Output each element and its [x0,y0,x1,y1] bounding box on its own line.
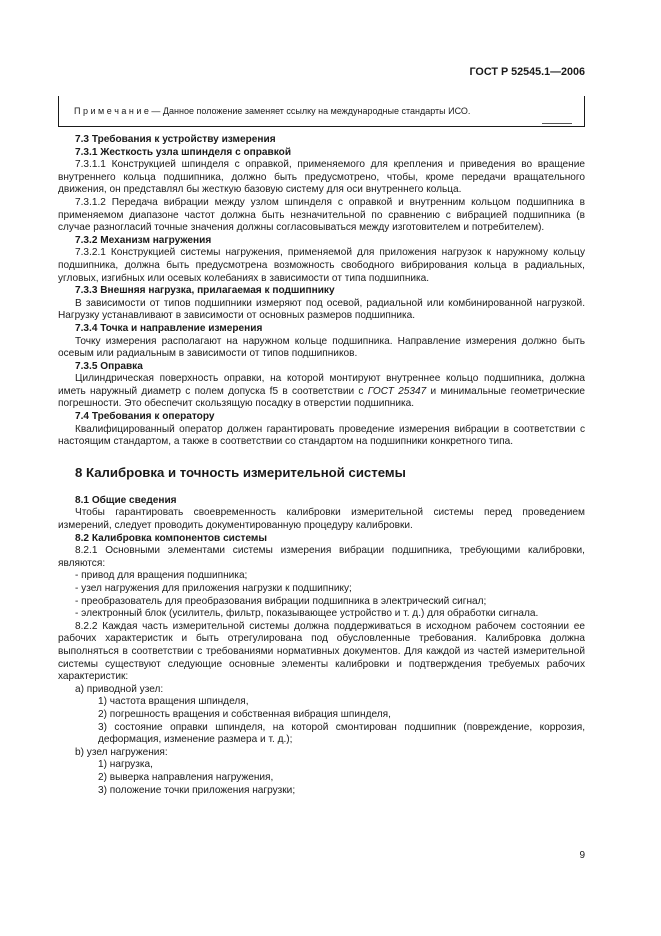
list-subitem: 3) состояние оправки шпинделя, на которой смонтирован подшипник (повреждение, коррозия, деформация, изменение размера и т. д.); [98,721,585,746]
section-8-heading: 8 Калибровка и точность измерительной системы [75,464,406,480]
section-7-3-1-heading: 7.3.1 Жесткость узла шпинделя с оправкой [75,146,292,158]
list-subitem: 2) погрешность вращения и собственная вибрация шпинделя, [98,708,391,720]
paragraph-7-3-3: В зависимости от типов подшипники измеряют под осевой, радиальной или комбинированной нагрузкой. Нагрузку устанавливают в зависимости от основных размеров подшипника. [58,297,585,322]
paragraph-8-2-1: 8.2.1 Основными элементами системы измерения вибрации подшипника, требующими калибровки, являются: [58,545,585,569]
note-divider [542,123,572,124]
standard-reference: ГОСТ 25347 [367,385,427,397]
list-item-b: b) узел нагружения: [75,746,168,758]
list-item: - электронный блок (усилитель, фильтр, показывающее устройство и т. д.) для обработки сигнала. [75,608,539,620]
paragraph-7-3-4: Точку измерения располагают на наружном кольце подшипника. Направление измерения должно быть осевым или радиальным в зависимости от типов подшипников. [58,335,585,360]
note-text: П р и м е ч а н и е — Данное положение заменяет ссылку на международные стандарты ИСО. [74,106,471,116]
list-subitem: 2) выверка направления нагружения, [98,771,274,783]
paragraph-8-2-2: 8.2.2 Каждая часть измерительной системы должна поддерживаться в исходном рабочем состоянии ее рабочих характеристик и быть отрегулирована под обусловленные требования. Калибровка должна выполняться в соответствии с требованиями нормативных документов. Для каждой из частей измерительной системы существуют следующие основные элементы калибровки и подтверждения требуемых рабочих характеристик: [58,620,585,683]
section-7-3-heading: 7.3 Требования к устройству измерения [75,134,276,145]
list-item: - привод для вращения подшипника; [75,570,248,582]
paragraph-7-4: Квалифицированный оператор должен гарантировать проведение измерения вибрации в соответствии с настоящим стандартом, а также в соответствии со стандартом на подшипники конкретного типа. [58,423,585,448]
section-8-1-heading: 8.1 Общие сведения [75,494,177,506]
paragraph-8-1: Чтобы гарантировать своевременность калибровки измерительной системы перед проведением измерений, следует проводить документированную процедуру калибровки. [58,507,585,532]
section-7-3-3-heading: 7.3.3 Внешняя нагрузка, прилагаемая к подшипнику [75,285,335,297]
paragraph-7-3-5 [58,373,585,411]
standard-number: ГОСТ Р 52545.1—2006 [469,66,585,78]
list-item-a: a) приводной узел: [75,683,164,695]
note-box [58,96,585,127]
paragraph-7-3-1-2: 7.3.1.2 Передача вибрации между узлом шпинделя с оправкой и внутренним кольцом подшипника в применяемом диапазоне частот должна быть незначительной по сравнению с вибрацией подшипника (в случае разногласий точные значения должны согласовываться между изготовителем и потребителем). [58,196,585,234]
main-content [58,134,585,797]
paragraph-7-3-2-1: 7.3.2.1 Конструкцией системы нагружения, применяемой для приложения нагрузок к наружному кольцу подшипника, должна быть предусмотрена возможность свободного вибрирования кольца в радиальных, угловых, изгибных или осевых колебаниях в зависимости от типа подшипника. [58,247,585,284]
paragraph-7-3-1-1: 7.3.1.1 Конструкцией шпинделя с оправкой, применяемого для крепления и приведения во вращение внутреннего кольца подшипника, должно быть предусмотрено, чтобы, кроме передачи вращательного движения, он представлял бы жесткую базовую систему для оси внутреннего кольца. [58,159,585,196]
list-subitem: 1) частота вращения шпинделя, [98,696,249,708]
paragraph-7-3-5-end: и минимальные геометрические погрешности. Это обеспечит скользящую посадку в отверстии подшипника. [58,385,586,410]
section-7-3-4-heading: 7.3.4 Точка и направление измерения [75,322,263,334]
list-subitem: 1) нагрузка, [98,759,153,771]
list-item: - узел нагружения для приложения нагрузки к подшипнику; [75,583,352,594]
section-7-3-2-heading: 7.3.2 Механизм нагружения [75,234,212,246]
list-item: - преобразователь для преобразования вибрации подшипника в электрический сигнал; [75,595,487,607]
paragraph-7-3-5-start: Цилиндрическая поверхность оправки, на которой монтируют внутреннее кольцо подшипника, должна иметь наружный диаметр с полем допуска f5 в соответствии с [58,373,585,397]
page-number: 9 [579,850,585,861]
section-7-3-5-heading: 7.3.5 Оправка [75,360,143,372]
section-8-2-heading: 8.2 Калибровка компонентов системы [75,532,268,544]
list-subitem: 3) положение точки приложения нагрузки; [98,784,296,796]
section-7-4-heading: 7.4 Требования к оператору [75,411,215,423]
